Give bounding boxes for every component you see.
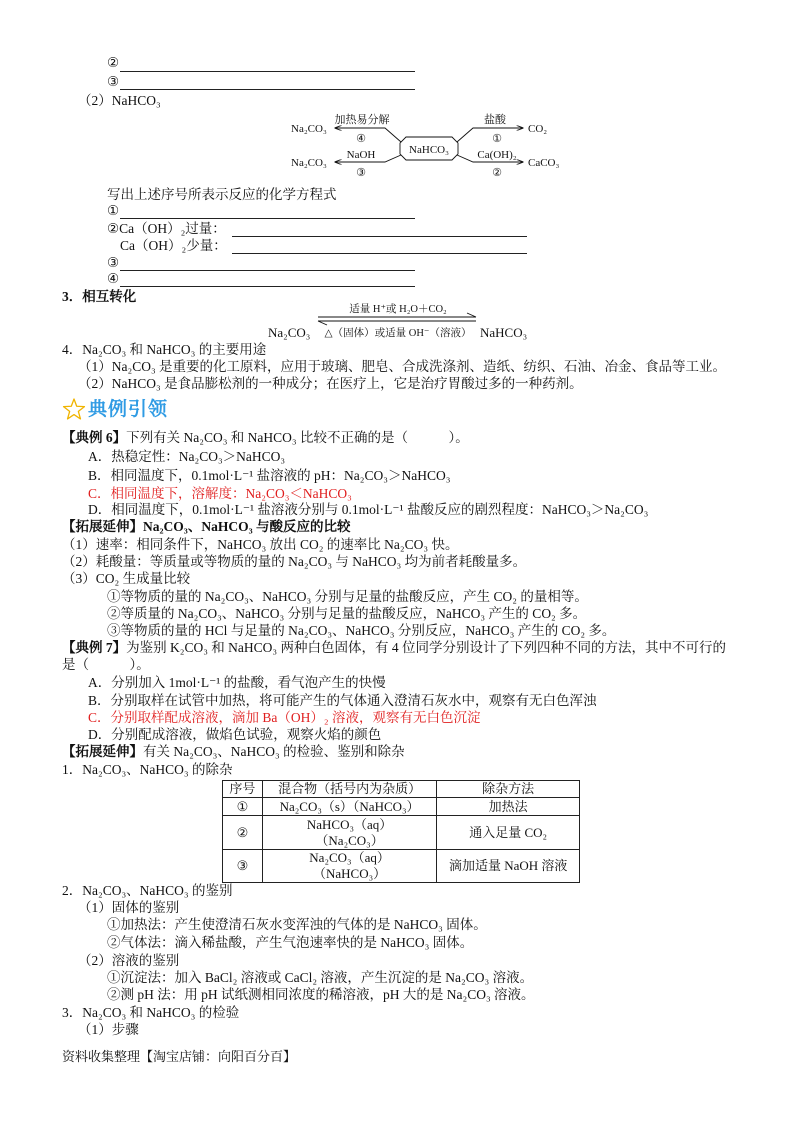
example6-question xyxy=(62,429,469,447)
section4-title: 4．Na₂CO₃ 和 NaHCO₃ 的主要用途 xyxy=(62,342,267,357)
impurity-removal-table xyxy=(222,780,580,883)
table-header-row xyxy=(223,781,580,798)
table-header: 除杂方法 xyxy=(437,781,580,798)
mixture-line: （NaHCO₃） xyxy=(313,866,387,881)
star-icon xyxy=(62,398,86,422)
solution-identification: （2）溶液的鉴别 xyxy=(78,953,180,968)
backward-arrow-head xyxy=(318,321,327,325)
example7-option-c: C．分别取样配成溶液，滴加 Ba（OH）₂ 溶液，观察有无白色沉淀 xyxy=(88,710,481,725)
table-cell-method: 加热法 xyxy=(437,798,580,816)
impurity-heading: 1．Na₂CO₃、NaHCO₃ 的除杂 xyxy=(62,762,233,777)
extension1-s2: ②等质量的 Na₂CO₃、NaHCO₃ 分别与足量的盐酸反应，NaHCO₃ 产生的 CO₂ 多。 xyxy=(107,606,587,621)
example6-option-b: B．相同温度下，0.1mol·L⁻¹ 盐溶液的 pH：Na₂CO₃＞NaHCO₃ xyxy=(88,468,451,483)
table-cell-method: 通入足量 CO₂ xyxy=(437,816,580,850)
left-compound: Na₂CO₃ xyxy=(268,325,311,340)
table-row xyxy=(223,850,580,883)
answer-line xyxy=(232,236,527,237)
solid-identification: （1）固体的鉴别 xyxy=(78,900,180,915)
rt-number: ① xyxy=(492,133,502,145)
test-heading: 3．Na₂CO₃ 和 NaHCO₃ 的检验 xyxy=(62,1005,240,1020)
table-row xyxy=(223,816,580,850)
solid-method-2: ②气体法：滴入稀盐酸，产生气泡速率快的是 NaHCO₃ 固体。 xyxy=(107,935,474,950)
arrow-right-top xyxy=(457,128,523,142)
table-cell-no: ① xyxy=(223,798,263,816)
lb-product: Na₂CO₃ xyxy=(291,157,327,169)
forward-condition: 适量 H⁺或 H₂O＋CO₂ xyxy=(349,304,447,315)
example6-option-d: D．相同温度下，0.1mol·L⁻¹ 盐溶液分别与 0.1mol·L⁻¹ 盐酸反应的剧烈程度：NaHCO₃＞Na₂CO₃ xyxy=(88,502,649,517)
identification-heading: 2．Na₂CO₃、NaHCO₃ 的鉴别 xyxy=(62,883,233,898)
mixture-line: （Na₂CO₃） xyxy=(315,832,384,848)
interconversion-diagram xyxy=(262,300,562,342)
rb-reagent: Ca(OH)₂ xyxy=(477,149,517,161)
extension2-title-text: 有关 Na₂CO₃、NaHCO₃ 的检验、鉴别和除杂 xyxy=(143,744,405,759)
equation-3: ③ xyxy=(107,255,120,270)
lt-condition: 加热易分解 xyxy=(334,114,390,126)
answer-line xyxy=(232,253,527,254)
example7-question xyxy=(62,639,726,657)
extension2-tag: 【拓展延伸】 xyxy=(62,744,143,759)
lb-number: ③ xyxy=(356,167,366,179)
mixture-line: Na₂CO₃（aq） xyxy=(309,850,390,865)
answer-line xyxy=(120,270,415,271)
test-steps: （1）步骤 xyxy=(78,1022,139,1037)
example7-tag: 【典例 7】 xyxy=(62,640,127,655)
rt-product: CO₂ xyxy=(528,123,548,135)
equation-4: ④ xyxy=(107,271,120,286)
table-header: 混合物（括号内为杂质） xyxy=(262,781,437,798)
solution-method-1: ①沉淀法：加入 BaCl₂ 溶液或 CaCl₂ 溶液，产生沉淀的是 Na₂CO₃ 溶液。 xyxy=(107,970,534,985)
table-cell-mixture xyxy=(262,850,437,883)
example7-option-b: B．分别取样在试管中加热，将可能产生的气体通入澄清石灰水中，观察有无白色浑浊 xyxy=(88,693,597,708)
forward-arrow-head xyxy=(467,313,476,317)
section4-item-1: （1）Na₂CO₃ 是重要的化工原料，应用于玻璃、肥皂、合成洗涤剂、造纸、纺织、石油、冶金、食品等工业。 xyxy=(78,359,727,374)
lt-product: Na₂CO₃ xyxy=(291,123,327,135)
table-cell-mixture: Na₂CO₃（s）（NaHCO₃） xyxy=(262,798,437,816)
extension1-p1: （1）速率：相同条件下，NaHCO₃ 放出 CO₂ 的速率比 Na₂CO₃ 快。 xyxy=(62,537,459,552)
solid-method-1: ①加热法：产生使澄清石灰水变浑浊的气体的是 NaHCO₃ 固体。 xyxy=(107,917,487,932)
answer-line xyxy=(120,286,415,287)
mixture-line: NaHCO₃（aq） xyxy=(306,816,393,832)
answer-line xyxy=(120,89,415,90)
extension1-title: 【拓展延伸】Na₂CO₃、NaHCO₃ 与酸反应的比较 xyxy=(62,519,351,534)
example7-option-a: A．分别加入 1mol·L⁻¹ 的盐酸，看气泡产生的快慢 xyxy=(88,675,386,690)
right-compound: NaHCO₃ xyxy=(480,325,528,340)
center-label: NaHCO₃ xyxy=(409,144,449,156)
example6-option-c: C．相同温度下，溶解度：Na₂CO₃＜NaHCO₃ xyxy=(88,486,352,501)
example7-question-cont: 是（ ）。 xyxy=(62,657,150,672)
rt-reagent: 盐酸 xyxy=(484,114,506,126)
table-cell-no: ② xyxy=(223,816,263,850)
blank-item-3: ③ xyxy=(107,74,120,89)
table-cell-no: ③ xyxy=(223,850,263,883)
example6-option-a: A．热稳定性：Na₂CO₃＞NaHCO₃ xyxy=(88,449,286,464)
lb-reagent: NaOH xyxy=(346,149,376,161)
answer-line xyxy=(120,218,415,219)
backward-condition: △（固体）或适量 OH⁻（溶液） xyxy=(324,328,472,339)
section3-title: 3．相互转化 xyxy=(62,289,137,304)
nahco3-reaction-diagram xyxy=(285,108,585,188)
solution-method-2: ②测 pH 法：用 pH 试纸测相同浓度的稀溶液，pH 大的是 Na₂CO₃ 溶液。 xyxy=(107,987,535,1002)
extension1-p3: （3）CO₂ 生成量比较 xyxy=(62,571,191,586)
examples-header: 典例引领 xyxy=(88,399,169,420)
equation-1: ① xyxy=(107,203,120,218)
table-cell-method: 滴加适量 NaOH 溶液 xyxy=(437,850,580,883)
extension1-s1: ①等物质的量的 Na₂CO₃、NaHCO₃ 分别与足量的盐酸反应，产生 CO₂ 的量相等。 xyxy=(107,589,588,604)
equation-2-little: Ca（OH）₂少量： xyxy=(120,238,227,253)
lt-number: ④ xyxy=(356,133,366,145)
example7-stem: 为鉴别 K₂CO₃ 和 NaHCO₃ 两种白色固体，有 4 位同学分别设计了下列四种不同的方法，其中不可行的 xyxy=(126,640,726,655)
arrow-left-top xyxy=(335,128,401,142)
table-header: 序号 xyxy=(223,781,263,798)
page-footer: 资料收集整理【淘宝店铺：向阳百分百】 xyxy=(62,1049,297,1064)
rb-number: ② xyxy=(492,167,502,179)
rb-product: CaCO₃ xyxy=(528,157,560,169)
extension2-title xyxy=(62,743,405,761)
table-cell-mixture xyxy=(262,816,437,850)
example7-option-d: D．分别配成溶液，做焰色试验，观察火焰的颜色 xyxy=(88,727,382,742)
answer-line xyxy=(120,71,415,72)
table-row xyxy=(223,798,580,816)
example6-tag: 【典例 6】 xyxy=(62,430,127,445)
example6-stem: 下列有关 Na₂CO₃ 和 NaHCO₃ 比较不正确的是（ ）。 xyxy=(126,430,469,445)
extension1-p2: （2）耗酸量：等质量或等物质的量的 Na₂CO₃ 与 NaHCO₃ 均为前者耗酸量多。 xyxy=(62,554,527,569)
equation-2-excess: ②Ca（OH）₂过量： xyxy=(107,221,226,236)
equation-instruction: 写出上述序号所表示反应的化学方程式 xyxy=(107,187,337,202)
nahco3-heading: （2）NaHCO₃ xyxy=(78,93,161,108)
section4-item-2: （2）NaHCO₃ 是食品膨松剂的一种成分；在医疗上，它是治疗胃酸过多的一种药剂。 xyxy=(78,376,583,391)
extension1-s3: ③等物质的量的 HCl 与足量的 Na₂CO₃、NaHCO₃ 分别反应，NaHCO₃ 产生的 CO₂ 多。 xyxy=(107,623,616,638)
blank-item-2: ② xyxy=(107,55,120,70)
